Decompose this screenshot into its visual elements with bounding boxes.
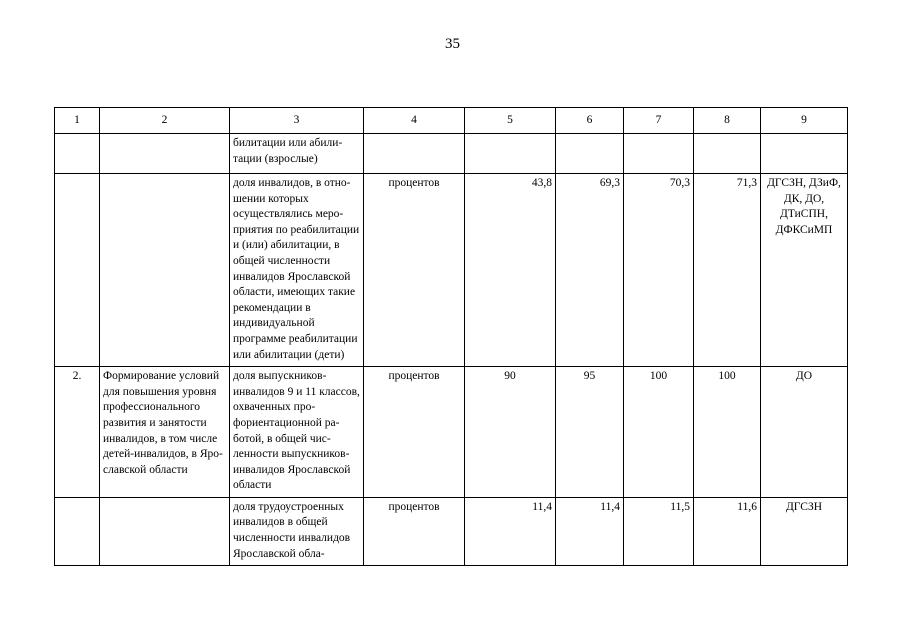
value-col5: 43,8 (465, 174, 556, 367)
table-row (55, 497, 848, 565)
page-number: 35 (445, 36, 460, 52)
indicator-cell: доля выпускников-инвалидов 9 и 11 классов, охваченных профориентационной работой, в общей численности выпускников-инвалидов Ярославской области (230, 367, 364, 498)
value-col6: 69,3 (556, 174, 624, 367)
header-cell: 2 (100, 108, 230, 134)
executor-cell: ДО (761, 367, 848, 498)
value-col5 (465, 134, 556, 174)
value-col5: 11,4 (465, 497, 556, 565)
value-col5: 90 (465, 367, 556, 498)
task-cell (100, 174, 230, 367)
value-col8: 11,6 (694, 497, 761, 565)
indicator-cell: билитации или абилитации (взрослые) (230, 134, 364, 174)
unit-cell: процентов (364, 497, 465, 565)
executor-cell: ДГСЗН (761, 497, 848, 565)
header-cell: 9 (761, 108, 848, 134)
value-col7 (624, 134, 694, 174)
header-cell: 4 (364, 108, 465, 134)
task-cell: Формирование условий для повышения уровня профессионального развития и занятости инвалидов, в том числе детей-инвалидов, в Ярославской области (100, 367, 230, 498)
indicator-cell: доля инвалидов, в отношении которых осуществлялись мероприятия по реабилитации и (или) абилитации, в общей численности инвалидов Ярославской области, имеющих такие рекомендации в индивидуальной программе реабилитации или абилитации (дети) (230, 174, 364, 367)
value-col6 (556, 134, 624, 174)
value-col6: 11,4 (556, 497, 624, 565)
table-row (55, 134, 848, 174)
row-number (55, 174, 100, 367)
header-cell: 3 (230, 108, 364, 134)
row-number: 2. (55, 367, 100, 498)
header-cell: 1 (55, 108, 100, 134)
value-col8: 100 (694, 367, 761, 498)
indicator-cell: доля трудоустроенных инвалидов в общей численности инвалидов Ярославской обла- (230, 497, 364, 565)
executor-cell: ДГСЗН, ДЗиФ, ДК, ДО, ДТиСПН, ДФКСиМП (761, 174, 848, 367)
header-cell: 8 (694, 108, 761, 134)
unit-cell: процентов (364, 174, 465, 367)
header-cell: 5 (465, 108, 556, 134)
table-row (55, 174, 848, 367)
header-cell: 7 (624, 108, 694, 134)
value-col8 (694, 134, 761, 174)
value-col7: 70,3 (624, 174, 694, 367)
table-row (55, 367, 848, 498)
row-number (55, 497, 100, 565)
indicators-table (54, 107, 848, 566)
row-number (55, 134, 100, 174)
executor-cell (761, 134, 848, 174)
value-col7: 11,5 (624, 497, 694, 565)
value-col8: 71,3 (694, 174, 761, 367)
table-header-row (55, 108, 848, 134)
task-cell (100, 497, 230, 565)
header-cell: 6 (556, 108, 624, 134)
unit-cell (364, 134, 465, 174)
value-col7: 100 (624, 367, 694, 498)
value-col6: 95 (556, 367, 624, 498)
unit-cell: процентов (364, 367, 465, 498)
task-cell (100, 134, 230, 174)
